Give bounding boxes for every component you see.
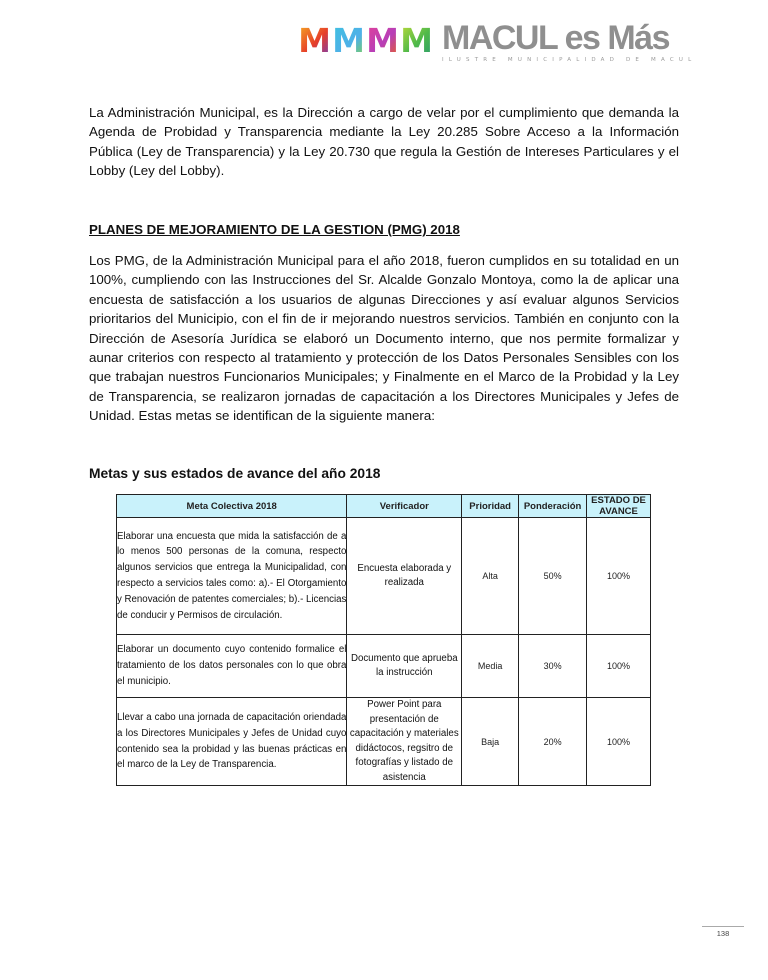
prioridad-cell: Media <box>462 635 519 698</box>
verificador-cell: Documento que aprueba la instrucción <box>347 635 462 698</box>
column-header-prioridad: Prioridad <box>462 495 519 518</box>
table-row <box>117 698 651 786</box>
prioridad-cell: Alta <box>462 518 519 635</box>
logo-letter: M <box>332 21 364 60</box>
prioridad-cell: Baja <box>462 698 519 786</box>
municipality-logo <box>298 19 697 64</box>
footer-divider <box>702 926 744 927</box>
estado-cell: 100% <box>587 635 651 698</box>
verificador-cell: Encuesta elaborada y realizada <box>347 518 462 635</box>
table-header-row <box>117 495 651 518</box>
estado-cell: 100% <box>587 698 651 786</box>
verificador-cell: Power Point para presentación de capacitación y materiales didáctocos, regsitro de fotografías y listado de asistencia <box>347 698 462 786</box>
table-row <box>117 518 651 635</box>
logo-letter: M <box>366 21 398 60</box>
mmmm-logo-mark <box>298 21 432 60</box>
table-title: Metas y sus estados de avance del año 2018 <box>89 466 381 481</box>
column-header-verificador: Verificador <box>347 495 462 518</box>
meta-cell: Llevar a cabo una jornada de capacitación oriendada a los Directores Municipales y Jefes de Unidad cuyo contenido sea la probidad y las buenas prácticas en el marco de la Ley de Transparencia. <box>117 698 347 786</box>
logo-letter: M <box>400 21 432 60</box>
column-header-ponderacion: Ponderación <box>519 495 587 518</box>
section-paragraph: Los PMG, de la Administración Municipal para el año 2018, fueron cumplidos en su totalidad en un 100%, cumpliendo con las Instrucciones del Sr. Alcalde Gonzalo Montoya, como la de aplicar una encuesta de satisfacción a los usuarios de algunas Direcciones y así evaluar algunos Servicios prioritarios del Municipio, con el fin de ir mejorando nuestros servicios. También en conjunto con la Dirección de Asesoría Jurídica se elaboró un Documento interno, que nos permite formalizar y aunar criterios con respecto al tratamiento y protección de los Datos Personales Sensibles con los que trabajan nuestros Funcionarios Municipales; y Finalmente en el Marco de la Probidad y la Ley de Transparencia, se realizaron jornadas de capacitación a los Directores Municipales y Jefes de Unidad. Estas metas se identifican de la siguiente manera: <box>89 253 679 424</box>
column-header-estado: ESTADO DE AVANCE <box>587 495 651 518</box>
brand-block <box>442 19 697 63</box>
ponderacion-cell: 30% <box>519 635 587 698</box>
brand-name: MACUL es Más <box>442 19 669 57</box>
brand-subtitle: ILUSTRE MUNICIPALIDAD DE MACUL <box>442 57 697 63</box>
ponderacion-cell: 20% <box>519 698 587 786</box>
logo-letter: M <box>298 21 330 60</box>
section-heading: PLANES DE MEJORAMIENTO DE LA GESTION (PMG) 2018 <box>89 222 460 237</box>
table-row <box>117 635 651 698</box>
column-header-meta: Meta Colectiva 2018 <box>117 495 347 518</box>
page-number: 138 <box>716 929 730 938</box>
ponderacion-cell: 50% <box>519 518 587 635</box>
meta-cell: Elaborar un documento cuyo contenido formalice el tratamiento de los datos personales con lo que obra el municipio. <box>117 635 347 698</box>
meta-cell: Elaborar una encuesta que mida la satisfacción de a lo menos 500 personas de la comuna, respecto algunos servicios que entrega la Municipalidad, con respecto a servicios tales como: a).- El Otorgamiento y Renovación de patentes comerciales; b).- Licencias de conducir y Permisos de circulación. <box>117 518 347 635</box>
estado-cell: 100% <box>587 518 651 635</box>
goals-table <box>116 494 651 786</box>
intro-paragraph: La Administración Municipal, es la Dirección a cargo de velar por el cumplimiento que demanda la Agenda de Probidad y Transparencia mediante la Ley 20.285 Sobre Acceso a la Información Pública (Ley de Transparencia) y la Ley 20.730 que regula la Gestión de Intereses Particulares y el Lobby (Ley del Lobby). <box>89 105 679 179</box>
